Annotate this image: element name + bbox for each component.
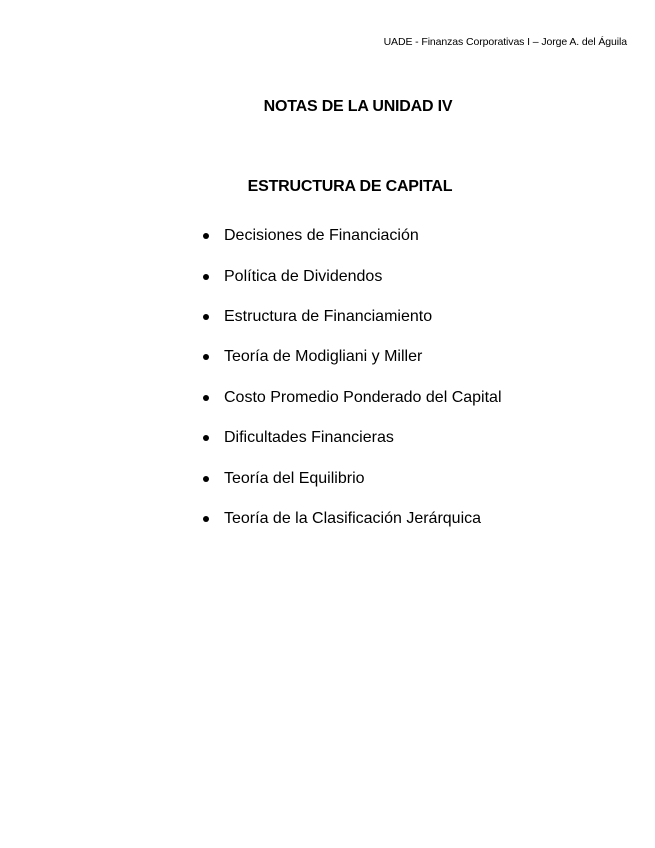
list-item-label: Política de Dividendos <box>224 267 383 285</box>
list-item-label: Teoría de Modigliani y Miller <box>224 348 423 366</box>
bullet-icon <box>203 314 209 320</box>
list-item <box>203 216 502 256</box>
topic-list <box>203 216 502 539</box>
list-item-label: Estructura de Financiamiento <box>224 307 433 325</box>
list-item <box>203 297 502 337</box>
list-item-label: Dificultades Financieras <box>224 429 394 447</box>
list-item-label: Teoría de la Clasificación Jerárquica <box>224 509 482 527</box>
list-item <box>203 337 502 377</box>
list-item <box>203 378 502 418</box>
bullet-icon <box>203 233 209 239</box>
page-header: UADE - Finanzas Corporativas I – Jorge A. del Águila <box>383 36 627 48</box>
section-title: ESTRUCTURA DE CAPITAL <box>247 178 453 195</box>
bullet-icon <box>203 395 209 401</box>
bullet-icon <box>203 274 209 280</box>
document-title: NOTAS DE LA UNIDAD IV <box>263 98 453 115</box>
list-item <box>203 418 502 458</box>
list-item <box>203 458 502 498</box>
list-item-label: Teoría del Equilibrio <box>224 469 365 487</box>
list-item-label: Costo Promedio Ponderado del Capital <box>224 388 502 406</box>
bullet-icon <box>203 354 209 360</box>
bullet-icon <box>203 476 209 482</box>
list-item <box>203 499 502 539</box>
bullet-icon <box>203 516 209 522</box>
list-item-label: Decisiones de Financiación <box>224 227 419 245</box>
list-item <box>203 256 502 296</box>
bullet-icon <box>203 435 209 441</box>
